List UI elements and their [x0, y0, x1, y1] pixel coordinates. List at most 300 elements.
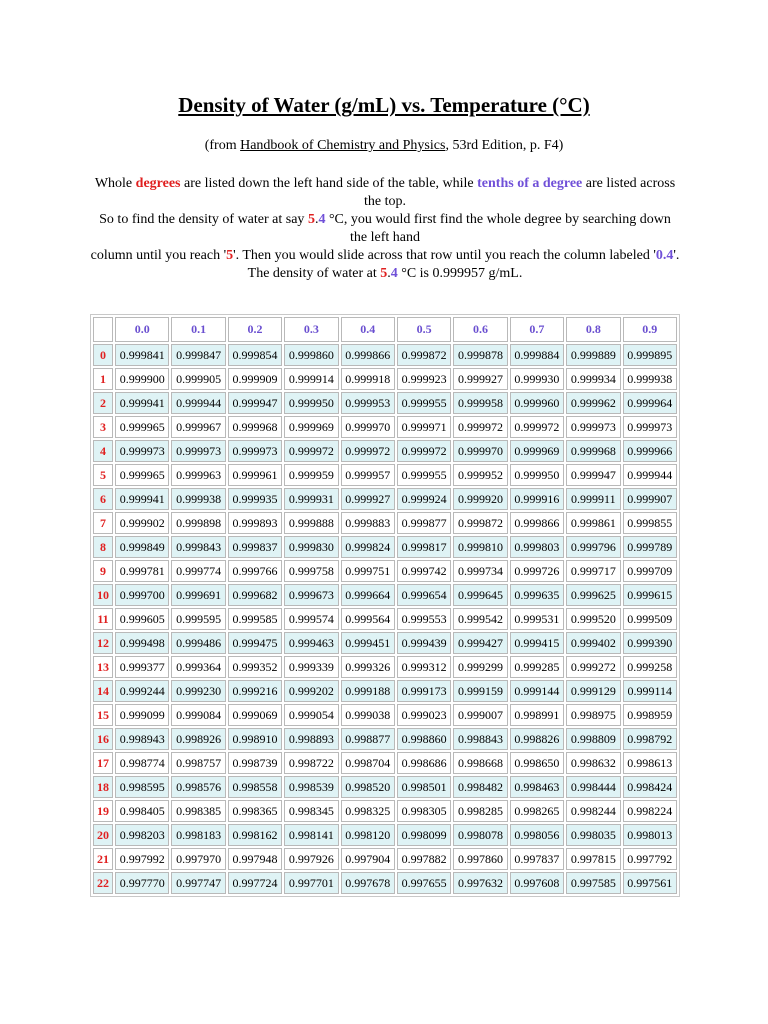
- density-cell: 0.999742: [397, 560, 451, 582]
- density-cell: 0.998224: [623, 800, 677, 822]
- density-cell: 0.999781: [115, 560, 169, 582]
- density-cell: 0.997970: [171, 848, 225, 870]
- row-degree-label: 8: [93, 536, 113, 558]
- table-row: [93, 704, 677, 726]
- density-cell: 0.999958: [453, 392, 507, 414]
- density-cell: 0.999941: [115, 488, 169, 510]
- density-cell: 0.999691: [171, 584, 225, 606]
- density-cell: 0.999938: [171, 488, 225, 510]
- table-row: [93, 872, 677, 894]
- density-cell: 0.999952: [453, 464, 507, 486]
- table-row: [93, 584, 677, 606]
- answer-whole: 5: [380, 266, 388, 281]
- density-cell: 0.999285: [510, 656, 564, 678]
- density-cell: 0.999843: [171, 536, 225, 558]
- density-cell: 0.997561: [623, 872, 677, 894]
- density-cell: 0.999847: [171, 344, 225, 366]
- density-cell: 0.999889: [566, 344, 620, 366]
- row-degree-label: 1: [93, 368, 113, 390]
- density-cell: 0.999955: [397, 392, 451, 414]
- density-cell: 0.999664: [341, 584, 395, 606]
- density-cell: 0.998345: [284, 800, 338, 822]
- density-cell: 0.999803: [510, 536, 564, 558]
- density-cell: 0.998013: [623, 824, 677, 846]
- density-cell: 0.999129: [566, 680, 620, 702]
- density-cell: 0.999966: [623, 440, 677, 462]
- density-cell: 0.999849: [115, 536, 169, 558]
- density-cell: 0.999144: [510, 680, 564, 702]
- density-cell: 0.998668: [453, 752, 507, 774]
- density-cell: 0.998244: [566, 800, 620, 822]
- density-cell: 0.999914: [284, 368, 338, 390]
- density-cell: 0.999964: [623, 392, 677, 414]
- density-cell: 0.999789: [623, 536, 677, 558]
- density-cell: 0.999463: [284, 632, 338, 654]
- column-header: 0.6: [453, 317, 507, 342]
- density-cell: 0.999968: [566, 440, 620, 462]
- density-cell: 0.999959: [284, 464, 338, 486]
- density-cell: 0.998078: [453, 824, 507, 846]
- density-cell: 0.999734: [453, 560, 507, 582]
- density-cell: 0.999615: [623, 584, 677, 606]
- density-cell: 0.999390: [623, 632, 677, 654]
- table-row: [93, 416, 677, 438]
- density-cell: 0.999312: [397, 656, 451, 678]
- density-cell: 0.999965: [115, 416, 169, 438]
- density-cell: 0.999972: [397, 440, 451, 462]
- row-degree-label: 10: [93, 584, 113, 606]
- column-header: 0.7: [510, 317, 564, 342]
- density-cell: 0.999520: [566, 608, 620, 630]
- density-cell: 0.999902: [115, 512, 169, 534]
- table-row: [93, 752, 677, 774]
- density-cell: 0.999916: [510, 488, 564, 510]
- table-row: [93, 800, 677, 822]
- density-cell: 0.999888: [284, 512, 338, 534]
- density-cell: 0.999023: [397, 704, 451, 726]
- density-cell: 0.999973: [566, 416, 620, 438]
- density-cell: 0.999509: [623, 608, 677, 630]
- table-row: [93, 656, 677, 678]
- density-cell: 0.999872: [397, 344, 451, 366]
- density-cell: 0.998501: [397, 776, 451, 798]
- column-header: 0.9: [623, 317, 677, 342]
- density-cell: 0.998162: [228, 824, 282, 846]
- density-cell: 0.999973: [115, 440, 169, 462]
- text: The density of water at: [247, 266, 381, 281]
- row-degree-label: 18: [93, 776, 113, 798]
- density-cell: 0.999099: [115, 704, 169, 726]
- density-cell: 0.999486: [171, 632, 225, 654]
- density-cell: 0.998757: [171, 752, 225, 774]
- density-cell: 0.999907: [623, 488, 677, 510]
- table-row: [93, 728, 677, 750]
- density-cell: 0.999973: [228, 440, 282, 462]
- density-cell: 0.997948: [228, 848, 282, 870]
- density-cell: 0.999895: [623, 344, 677, 366]
- density-cell: 0.998099: [397, 824, 451, 846]
- density-cell: 0.999272: [566, 656, 620, 678]
- density-cell: 0.998613: [623, 752, 677, 774]
- density-cell: 0.999920: [453, 488, 507, 510]
- density-cell: 0.999595: [171, 608, 225, 630]
- density-cell: 0.999957: [341, 464, 395, 486]
- density-cell: 0.999934: [566, 368, 620, 390]
- density-cell: 0.998926: [171, 728, 225, 750]
- example-column: 0.4: [655, 248, 674, 263]
- column-header: 0.3: [284, 317, 338, 342]
- density-cell: 0.997837: [510, 848, 564, 870]
- density-cell: 0.999069: [228, 704, 282, 726]
- density-cell: 0.999950: [284, 392, 338, 414]
- table-row: [93, 848, 677, 870]
- density-cell: 0.999299: [453, 656, 507, 678]
- density-cell: 0.998385: [171, 800, 225, 822]
- density-cell: 0.999585: [228, 608, 282, 630]
- density-cell: 0.999866: [510, 512, 564, 534]
- table-row: [93, 512, 677, 534]
- density-cell: 0.997815: [566, 848, 620, 870]
- text: .: [314, 212, 319, 227]
- table-row: [93, 368, 677, 390]
- density-cell: 0.999947: [566, 464, 620, 486]
- density-cell: 0.999911: [566, 488, 620, 510]
- density-cell: 0.997655: [397, 872, 451, 894]
- table-row: [93, 680, 677, 702]
- density-cell: 0.998686: [397, 752, 451, 774]
- density-cell: 0.998325: [341, 800, 395, 822]
- row-degree-label: 20: [93, 824, 113, 846]
- density-cell: 0.999475: [228, 632, 282, 654]
- density-cell: 0.999973: [171, 440, 225, 462]
- density-cell: 0.998558: [228, 776, 282, 798]
- density-cell: 0.999878: [453, 344, 507, 366]
- text: column until you reach ': [90, 248, 227, 263]
- density-cell: 0.999774: [171, 560, 225, 582]
- density-cell: 0.999962: [566, 392, 620, 414]
- page-title-text: Density of Water (g/mL) vs. Temperature (°C): [178, 93, 590, 117]
- text: Whole: [94, 176, 136, 191]
- density-cell: 0.999531: [510, 608, 564, 630]
- density-cell: 0.999960: [510, 392, 564, 414]
- table-row: [93, 824, 677, 846]
- density-cell: 0.999673: [284, 584, 338, 606]
- density-cell: 0.999973: [623, 416, 677, 438]
- table-body: [93, 344, 677, 894]
- density-cell: 0.999352: [228, 656, 282, 678]
- density-cell: 0.998365: [228, 800, 282, 822]
- table-row: [93, 464, 677, 486]
- table-row: [93, 392, 677, 414]
- density-cell: 0.999574: [284, 608, 338, 630]
- density-cell: 0.998722: [284, 752, 338, 774]
- density-cell: 0.999961: [228, 464, 282, 486]
- density-cell: 0.998203: [115, 824, 169, 846]
- density-cell: 0.997724: [228, 872, 282, 894]
- column-header: 0.1: [171, 317, 225, 342]
- text: '. Then you would slide across that row until you reach the column labeled ': [233, 248, 656, 263]
- density-cell: 0.999415: [510, 632, 564, 654]
- density-cell: 0.999972: [510, 416, 564, 438]
- row-degree-label: 19: [93, 800, 113, 822]
- density-cell: 0.999965: [115, 464, 169, 486]
- instructions-line-1: [90, 175, 680, 211]
- table-row: [93, 632, 677, 654]
- row-degree-label: 11: [93, 608, 113, 630]
- column-header: 0.8: [566, 317, 620, 342]
- density-cell: 0.999931: [284, 488, 338, 510]
- density-cell: 0.999810: [453, 536, 507, 558]
- density-cell: 0.999947: [228, 392, 282, 414]
- row-degree-label: 15: [93, 704, 113, 726]
- density-cell: 0.999837: [228, 536, 282, 558]
- density-cell: 0.999927: [453, 368, 507, 390]
- density-cell: 0.998405: [115, 800, 169, 822]
- density-cell: 0.999796: [566, 536, 620, 558]
- table-row: [93, 776, 677, 798]
- density-cell: 0.998265: [510, 800, 564, 822]
- column-header: 0.5: [397, 317, 451, 342]
- density-cell: 0.999860: [284, 344, 338, 366]
- text: are listed across the top.: [364, 176, 676, 209]
- density-cell: 0.999855: [623, 512, 677, 534]
- row-degree-label: 17: [93, 752, 113, 774]
- density-cell: 0.998520: [341, 776, 395, 798]
- density-cell: 0.998424: [623, 776, 677, 798]
- text: .: [387, 266, 391, 281]
- density-cell: 0.999924: [397, 488, 451, 510]
- row-degree-label: 5: [93, 464, 113, 486]
- density-cell: 0.998632: [566, 752, 620, 774]
- density-cell: 0.997701: [284, 872, 338, 894]
- page-title: [0, 92, 768, 118]
- density-cell: 0.999553: [397, 608, 451, 630]
- density-cell: 0.998704: [341, 752, 395, 774]
- text: °C is 0.999957 g/mL.: [397, 266, 523, 281]
- density-cell: 0.999861: [566, 512, 620, 534]
- density-cell: 0.999969: [510, 440, 564, 462]
- density-cell: 0.999950: [510, 464, 564, 486]
- density-cell: 0.998463: [510, 776, 564, 798]
- density-cell: 0.997678: [341, 872, 395, 894]
- density-cell: 0.998120: [341, 824, 395, 846]
- table-row: [93, 560, 677, 582]
- example-row: 5: [226, 248, 234, 263]
- density-cell: 0.999884: [510, 344, 564, 366]
- density-cell: 0.997632: [453, 872, 507, 894]
- density-cell: 0.998910: [228, 728, 282, 750]
- density-cell: 0.997926: [284, 848, 338, 870]
- density-cell: 0.998826: [510, 728, 564, 750]
- density-cell: 0.998595: [115, 776, 169, 798]
- density-cell: 0.999766: [228, 560, 282, 582]
- density-cell: 0.998444: [566, 776, 620, 798]
- density-cell: 0.999923: [397, 368, 451, 390]
- density-cell: 0.998809: [566, 728, 620, 750]
- density-cell: 0.999202: [284, 680, 338, 702]
- density-cell: 0.999326: [341, 656, 395, 678]
- row-degree-label: 4: [93, 440, 113, 462]
- density-cell: 0.999038: [341, 704, 395, 726]
- density-cell: 0.999645: [453, 584, 507, 606]
- instructions-line-4: [90, 265, 680, 283]
- density-cell: 0.999905: [171, 368, 225, 390]
- density-cell: 0.999927: [341, 488, 395, 510]
- density-cell: 0.999635: [510, 584, 564, 606]
- tenths-highlight: tenths of a degree: [477, 176, 583, 191]
- density-cell: 0.999972: [341, 440, 395, 462]
- density-cell: 0.999258: [623, 656, 677, 678]
- density-cell: 0.999969: [284, 416, 338, 438]
- density-cell: 0.998539: [284, 776, 338, 798]
- density-cell: 0.998991: [510, 704, 564, 726]
- table-row: [93, 608, 677, 630]
- density-cell: 0.998285: [453, 800, 507, 822]
- density-cell: 0.998877: [341, 728, 395, 750]
- table-row: [93, 536, 677, 558]
- row-degree-label: 14: [93, 680, 113, 702]
- density-cell: 0.998843: [453, 728, 507, 750]
- density-cell: 0.998576: [171, 776, 225, 798]
- density-cell: 0.997904: [341, 848, 395, 870]
- density-cell: 0.997792: [623, 848, 677, 870]
- density-cell: 0.998183: [171, 824, 225, 846]
- density-cell: 0.999918: [341, 368, 395, 390]
- density-cell: 0.999935: [228, 488, 282, 510]
- density-cell: 0.999402: [566, 632, 620, 654]
- density-cell: 0.997882: [397, 848, 451, 870]
- answer-tenth: 4: [390, 266, 398, 281]
- density-cell: 0.999054: [284, 704, 338, 726]
- source-suffix: , 53rd Edition, p. F4): [445, 138, 564, 153]
- text: So to find the density of water at say: [99, 212, 308, 227]
- density-cell: 0.999941: [115, 392, 169, 414]
- density-cell: 0.999244: [115, 680, 169, 702]
- table-row: [93, 344, 677, 366]
- instructions-line-3: [90, 247, 680, 265]
- density-cell: 0.999364: [171, 656, 225, 678]
- density-cell: 0.999898: [171, 512, 225, 534]
- row-degree-label: 6: [93, 488, 113, 510]
- density-cell: 0.999188: [341, 680, 395, 702]
- example-whole: 5: [307, 212, 315, 227]
- density-cell: 0.999900: [115, 368, 169, 390]
- density-cell: 0.999970: [341, 416, 395, 438]
- density-cell: 0.999427: [453, 632, 507, 654]
- row-degree-label: 21: [93, 848, 113, 870]
- density-cell: 0.999216: [228, 680, 282, 702]
- density-cell: 0.999824: [341, 536, 395, 558]
- degrees-highlight: degrees: [135, 176, 181, 191]
- table-header-row: [93, 317, 677, 342]
- density-cell: 0.999758: [284, 560, 338, 582]
- density-cell: 0.999439: [397, 632, 451, 654]
- density-cell: 0.999841: [115, 344, 169, 366]
- density-cell: 0.999971: [397, 416, 451, 438]
- density-cell: 0.999972: [453, 416, 507, 438]
- density-cell: 0.998774: [115, 752, 169, 774]
- density-table: [90, 314, 680, 897]
- density-cell: 0.999968: [228, 416, 282, 438]
- source-citation: [0, 137, 768, 155]
- text: °C, you would first find the whole degree by searching down the left hand: [325, 212, 671, 245]
- density-cell: 0.998035: [566, 824, 620, 846]
- density-cell: 0.999972: [284, 440, 338, 462]
- density-cell: 0.998959: [623, 704, 677, 726]
- table-row: [93, 440, 677, 462]
- source-book-link[interactable]: Handbook of Chemistry and Physics: [240, 138, 446, 153]
- density-cell: 0.999564: [341, 608, 395, 630]
- density-cell: 0.999007: [453, 704, 507, 726]
- density-cell: 0.999654: [397, 584, 451, 606]
- example-tenth: 4: [318, 212, 326, 227]
- density-cell: 0.999726: [510, 560, 564, 582]
- density-cell: 0.999944: [623, 464, 677, 486]
- column-header: 0.4: [341, 317, 395, 342]
- density-cell: 0.999883: [341, 512, 395, 534]
- density-cell: 0.999967: [171, 416, 225, 438]
- density-cell: 0.997747: [171, 872, 225, 894]
- density-cell: 0.998975: [566, 704, 620, 726]
- density-cell: 0.999159: [453, 680, 507, 702]
- density-cell: 0.998792: [623, 728, 677, 750]
- density-cell: 0.999817: [397, 536, 451, 558]
- row-degree-label: 22: [93, 872, 113, 894]
- density-cell: 0.999173: [397, 680, 451, 702]
- row-degree-label: 7: [93, 512, 113, 534]
- density-cell: 0.999938: [623, 368, 677, 390]
- density-cell: 0.999854: [228, 344, 282, 366]
- density-cell: 0.999877: [397, 512, 451, 534]
- density-cell: 0.998739: [228, 752, 282, 774]
- column-header: 0.0: [115, 317, 169, 342]
- density-cell: 0.999830: [284, 536, 338, 558]
- source-prefix: (from: [204, 138, 241, 153]
- density-cell: 0.999114: [623, 680, 677, 702]
- density-cell: 0.998943: [115, 728, 169, 750]
- density-cell: 0.999625: [566, 584, 620, 606]
- density-cell: 0.998860: [397, 728, 451, 750]
- density-cell: 0.999451: [341, 632, 395, 654]
- table-row: [93, 488, 677, 510]
- column-header: 0.2: [228, 317, 282, 342]
- row-degree-label: 3: [93, 416, 113, 438]
- density-cell: 0.999542: [453, 608, 507, 630]
- density-cell: 0.998650: [510, 752, 564, 774]
- density-cell: 0.999717: [566, 560, 620, 582]
- instructions: [90, 175, 680, 283]
- density-cell: 0.999230: [171, 680, 225, 702]
- row-degree-label: 16: [93, 728, 113, 750]
- density-cell: 0.997992: [115, 848, 169, 870]
- density-cell: 0.999970: [453, 440, 507, 462]
- density-cell: 0.999700: [115, 584, 169, 606]
- density-cell: 0.999944: [171, 392, 225, 414]
- density-cell: 0.999709: [623, 560, 677, 582]
- density-cell: 0.999339: [284, 656, 338, 678]
- density-cell: 0.999682: [228, 584, 282, 606]
- density-cell: 0.999893: [228, 512, 282, 534]
- density-cell: 0.999909: [228, 368, 282, 390]
- density-cell: 0.999084: [171, 704, 225, 726]
- row-degree-label: 13: [93, 656, 113, 678]
- density-cell: 0.999955: [397, 464, 451, 486]
- row-degree-label: 12: [93, 632, 113, 654]
- density-cell: 0.998141: [284, 824, 338, 846]
- density-cell: 0.999930: [510, 368, 564, 390]
- density-cell: 0.999751: [341, 560, 395, 582]
- text: are listed down the left hand side of the table, while: [180, 176, 478, 191]
